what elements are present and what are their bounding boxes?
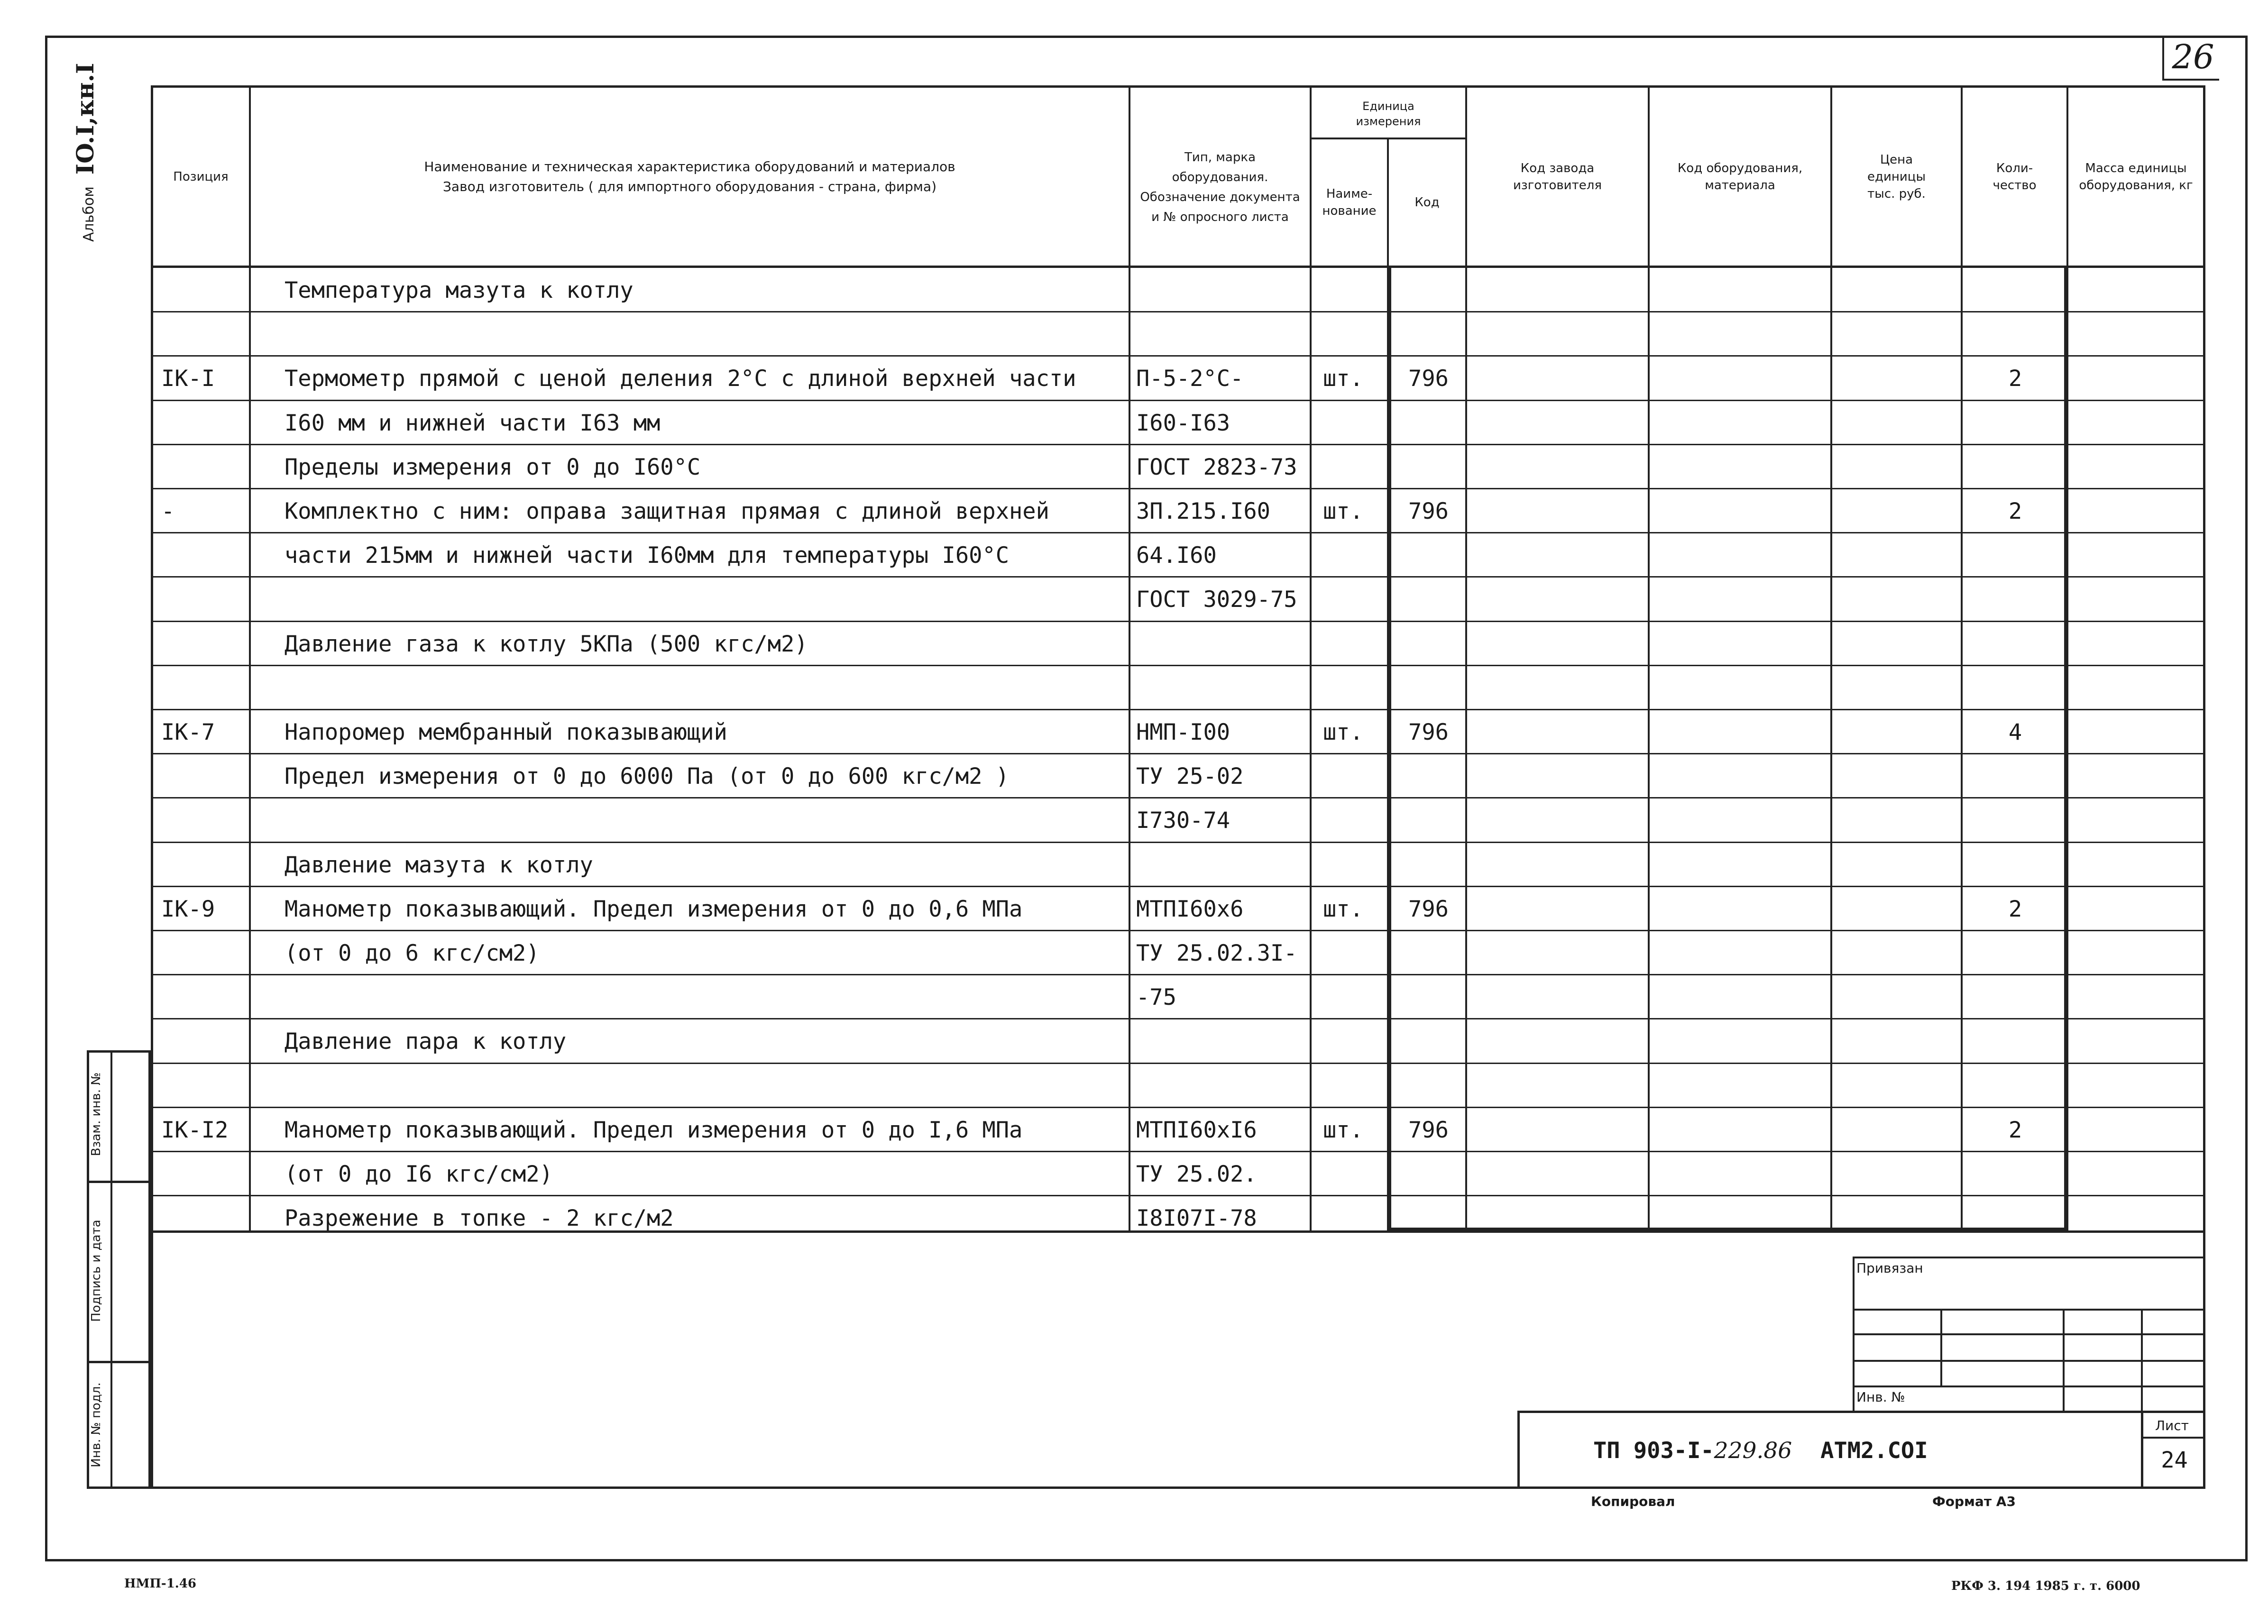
row-cell-type: ТУ 25-02 (1136, 763, 1244, 789)
row-divider (151, 1063, 2205, 1064)
row-cell-pos: IK-9 (161, 896, 215, 922)
row-cell-type: ГОСТ 2823-73 (1136, 454, 1297, 480)
row-cell-type: П-5-2°С- (1136, 366, 1244, 392)
album-label-value: IO.I,кн.I (71, 63, 99, 175)
header-unit-name: Наиме-нование (1322, 187, 1377, 218)
format-label: Формат А3 (1932, 1494, 2016, 1509)
album-label-text: Альбом (81, 186, 97, 242)
row-cell-type: МТПI60хI6 (1136, 1117, 1257, 1143)
album-label (71, 63, 100, 242)
row-divider (151, 576, 2205, 578)
copied-label: Копировал (1591, 1494, 1675, 1509)
row-divider (151, 1151, 2205, 1152)
header-mass: Масса единицы оборудования, кг (2079, 161, 2193, 193)
header-unit-group: Единица измерения (1356, 100, 1421, 128)
document-code (1593, 1437, 1928, 1465)
footer-right: РКФ 3. 194 1985 г. т. 6000 (1951, 1579, 2140, 1593)
header-maker-code: Код завода изготовителя (1513, 161, 1602, 193)
row-cell-name: Манометр показывающий. Предел измерения от 0 до 0,6 МПа (285, 896, 1023, 922)
row-cell-name: Давление газа к котлу 5КПа (500 кгс/м2) (285, 631, 808, 657)
row-cell-type: ГОСТ 3029-75 (1136, 587, 1297, 613)
row-divider (151, 444, 2205, 445)
row-cell-pos: IK-I2 (161, 1117, 229, 1143)
row-cell-name: Температура мазута к котлу (285, 277, 634, 303)
row-cell-pos: - (161, 498, 175, 524)
row-cell-name: (от 0 до 6 кгс/см2) (285, 940, 540, 966)
row-cell-type: -75 (1136, 984, 1176, 1010)
side-stamp-replace-inv: Взам. инв. № (89, 1072, 103, 1156)
row-divider (151, 532, 2205, 533)
header-qty: Коли-чество (1993, 161, 2037, 193)
document-code-suffix: АТМ2.СОI (1820, 1438, 1928, 1464)
row-cell-type: 3П.215.I60 (1136, 498, 1270, 524)
row-cell-name: части 215мм и нижней части I60мм для температуры I60°С (285, 542, 1010, 569)
row-cell-name: Манометр показывающий. Предел измерения от 0 до I,6 МПа (285, 1117, 1023, 1143)
row-divider (151, 709, 2205, 710)
row-cell-code: 796 (1408, 1117, 1449, 1143)
row-divider (151, 1195, 2205, 1196)
row-cell-code: 796 (1408, 896, 1449, 922)
row-divider (151, 665, 2205, 666)
row-cell-type: I730-74 (1136, 807, 1230, 834)
row-cell-type: ТУ 25.02. (1136, 1161, 1257, 1187)
row-cell-type: I60-I63 (1136, 410, 1230, 436)
row-cell-name: Давление пара к котлу (285, 1028, 567, 1055)
row-divider (151, 1107, 2205, 1108)
row-cell-type: МТПI60х6 (1136, 896, 1244, 922)
row-divider (151, 886, 2205, 887)
row-cell-pos: IK-7 (161, 719, 215, 745)
row-divider (151, 400, 2205, 401)
row-cell-name: Предел измерения от 0 до 6000 Па (от 0 до 600 кгс/м2 ) (285, 763, 1010, 789)
row-cell-qty: 2 (2008, 366, 2022, 392)
row-divider (151, 488, 2205, 489)
row-cell-unit: шт. (1323, 719, 1363, 745)
row-cell-code: 796 (1408, 498, 1449, 524)
row-cell-name: (от 0 до I6 кгс/см2) (285, 1161, 553, 1187)
row-cell-unit: шт. (1323, 896, 1363, 922)
row-cell-type: ТУ 25.02.3I- (1136, 940, 1297, 966)
tie-stamp-label: Привязан (1856, 1260, 1923, 1276)
sheet-number: 24 (2161, 1447, 2188, 1473)
header-unit-code: Код (1414, 195, 1440, 210)
page-number: 26 (2172, 37, 2214, 76)
header-price: Цена единицы тыс. руб. (1867, 152, 1926, 201)
row-divider (151, 974, 2205, 975)
row-cell-type: НМП-I00 (1136, 719, 1230, 745)
row-cell-qty: 2 (2008, 896, 2022, 922)
row-cell-type: 64.I60 (1136, 542, 1217, 569)
row-divider (151, 797, 2205, 798)
row-cell-code: 796 (1408, 719, 1449, 745)
row-cell-qty: 4 (2008, 719, 2022, 745)
inv-no-label: Инв. № (1856, 1389, 1905, 1405)
row-divider (151, 753, 2205, 754)
row-cell-name: Разрежение в топке - 2 кгс/м2 (285, 1205, 674, 1231)
header-name: Наименование и техническая характеристика оборудований и материалов Завод изготовитель ( для импортного оборудования - страна, фирма) (424, 158, 955, 194)
row-cell-qty: 2 (2008, 498, 2022, 524)
row-cell-type: I8I07I-78 (1136, 1205, 1257, 1231)
row-divider (151, 842, 2205, 843)
footer-left: НМП-1.46 (124, 1577, 197, 1591)
row-cell-unit: шт. (1323, 366, 1363, 392)
row-cell-pos: IK-I (161, 366, 215, 392)
row-divider (151, 355, 2205, 357)
side-stamp-inv-orig: Инв. № подл. (89, 1382, 103, 1468)
row-cell-name: Пределы измерения от 0 до I60°С (285, 454, 701, 480)
row-cell-name: Комплектно с ним: оправа защитная прямая с длиной верхней (285, 498, 1049, 524)
header-equip-code: Код оборудования, материала (1677, 161, 1803, 193)
row-divider (151, 311, 2205, 312)
document-code-prefix: ТП 903-I- (1593, 1438, 1714, 1464)
sheet-label: Лист (2155, 1418, 2189, 1433)
document-code-handwritten: 229.86 (1714, 1438, 1792, 1464)
row-cell-name: Напоромер мембранный показывающий (285, 719, 727, 745)
row-cell-qty: 2 (2008, 1117, 2022, 1143)
row-divider (151, 621, 2205, 622)
row-cell-name: Термометр прямой с ценой деления 2°С с длиной верхней части (285, 366, 1076, 392)
row-cell-name: Давление мазута к котлу (285, 852, 593, 878)
header-position: Позиция (173, 169, 229, 184)
code-qty-thick-region (1387, 266, 2068, 1232)
row-cell-unit: шт. (1323, 498, 1363, 524)
side-stamp-sign-date: Подпись и дата (89, 1220, 103, 1322)
row-cell-code: 796 (1408, 366, 1449, 392)
row-divider (151, 930, 2205, 931)
row-cell-name: I60 мм и нижней части I63 мм (285, 410, 661, 436)
row-cell-unit: шт. (1323, 1117, 1363, 1143)
row-divider (151, 1018, 2205, 1019)
header-type: Тип, марка оборудования. Обозначение документа и № опросного листа (1140, 150, 1300, 224)
